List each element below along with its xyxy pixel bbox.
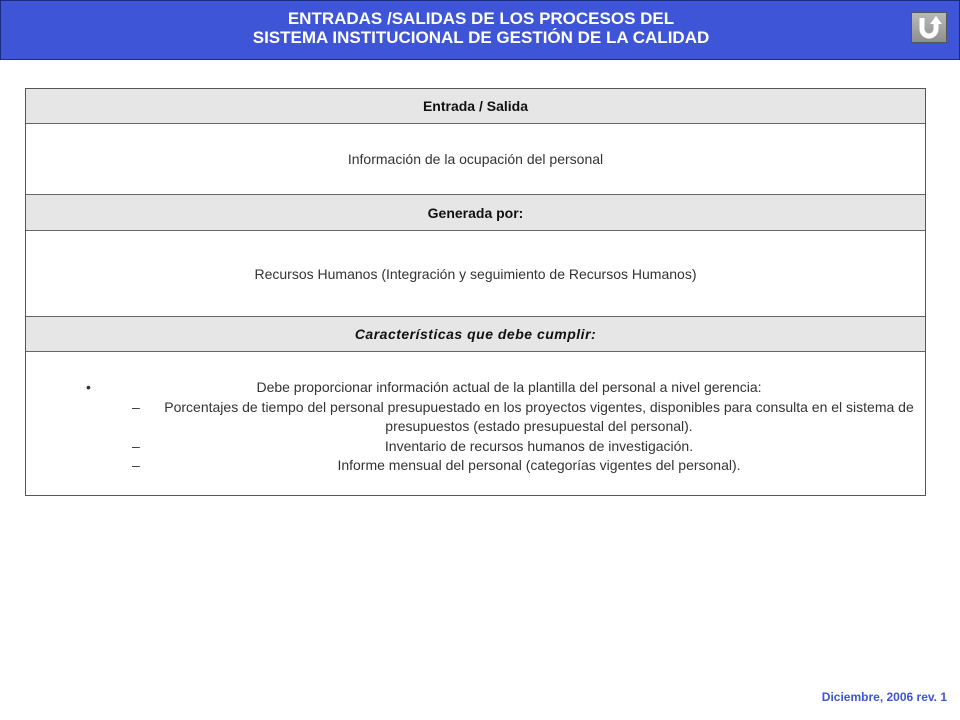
list-item: – Inventario de recursos humanos de investigación.	[86, 437, 916, 457]
entrada-salida-label-row	[26, 89, 925, 124]
page-title-line-2: SISTEMA INSTITUCIONAL DE GESTIÓN DE LA CALIDAD	[252, 28, 710, 47]
list-item: – Porcentajes de tiempo del personal presupuestado en los proyectos vigentes, disponibles para consulta en el sistema de presupuestos (estado presupuestal del personal).	[86, 398, 916, 437]
revision-footer: Diciembre, 2006 rev. 1	[821, 690, 947, 704]
entradas-salidas-form	[25, 88, 926, 496]
caracteristicas-label-row	[26, 317, 925, 352]
generada-por-value: Recursos Humanos (Integración y seguimiento de Recursos Humanos)	[254, 266, 697, 282]
generada-por-value-row	[26, 231, 925, 317]
back-button[interactable]	[911, 12, 947, 43]
caracteristicas-value-row	[26, 352, 925, 495]
entrada-salida-label: Entrada / Salida	[422, 98, 529, 114]
u-turn-back-icon	[916, 15, 942, 40]
list-item: – Informe mensual del personal (categorías vigentes del personal).	[86, 456, 916, 476]
page-title	[1, 9, 960, 47]
generada-por-label: Generada por:	[427, 205, 524, 221]
generada-por-label-row	[26, 195, 925, 231]
entrada-salida-value-row	[26, 124, 925, 195]
list-item-bullet: • Debe proporcionar información actual de la plantilla del personal a nivel gerencia:	[86, 378, 916, 398]
entrada-salida-value: Información de la ocupación del personal	[347, 151, 604, 167]
page-header	[0, 0, 960, 60]
caracteristicas-label: Características que debe cumplir:	[354, 326, 597, 342]
page-title-line-1: ENTRADAS /SALIDAS DE LOS PROCESOS DEL	[287, 9, 675, 28]
caracteristicas-list	[86, 378, 916, 476]
